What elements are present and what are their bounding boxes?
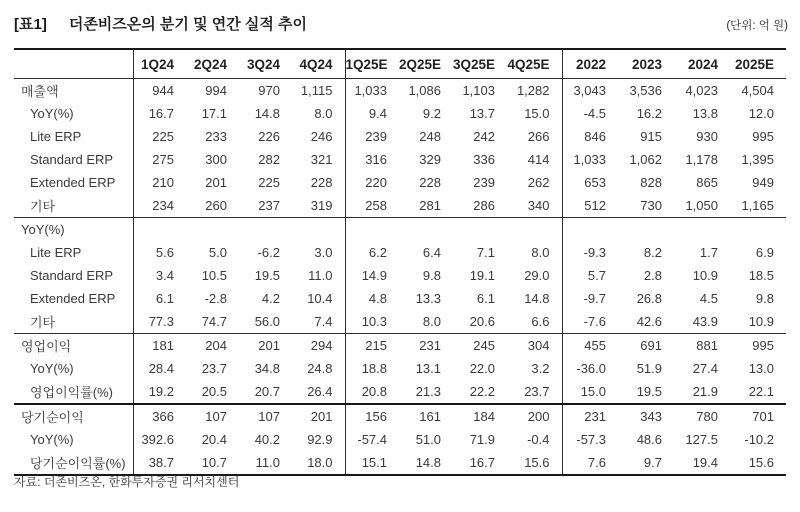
data-cell xyxy=(507,218,562,242)
data-cell xyxy=(345,218,399,242)
data-cell: 11.0 xyxy=(255,455,280,470)
data-cell: 233 xyxy=(205,129,227,144)
data-cell: 321 xyxy=(310,152,333,167)
data-cell: 14.8 xyxy=(415,455,441,470)
data-cell: 13.7 xyxy=(469,106,495,121)
data-cell: 319 xyxy=(310,198,333,213)
column-header: 3Q24 xyxy=(246,56,280,72)
column-header: 4Q24 xyxy=(299,56,333,72)
data-cell: 13.1 xyxy=(415,361,441,376)
data-cell: 304 xyxy=(527,338,550,353)
data-cell: 9.2 xyxy=(422,106,441,121)
data-cell: -0.4 xyxy=(527,432,550,447)
data-cell: -9.3 xyxy=(562,241,618,264)
data-cell xyxy=(133,218,186,242)
table-row xyxy=(14,357,786,380)
data-cell: 414 xyxy=(527,152,550,167)
data-cell: 1,033 xyxy=(562,148,618,171)
data-cell: 366 xyxy=(133,404,186,428)
data-cell: 225 xyxy=(258,175,280,190)
data-cell: 215 xyxy=(345,334,399,358)
data-cell: 10.3 xyxy=(345,310,399,334)
data-cell: 43.9 xyxy=(692,314,718,329)
data-cell: 4,023 xyxy=(685,83,718,98)
row-label: YoY(%) xyxy=(30,106,74,121)
data-cell: 28.4 xyxy=(133,357,186,380)
table-row xyxy=(14,125,786,148)
data-cell: 19.1 xyxy=(469,268,495,283)
data-cell: 184 xyxy=(473,409,495,424)
data-cell: 262 xyxy=(527,175,550,190)
data-cell: 19.5 xyxy=(254,268,280,283)
data-cell: 16.7 xyxy=(469,455,495,470)
data-cell: 21.3 xyxy=(415,384,441,399)
data-cell: 228 xyxy=(310,175,333,190)
unit-label: (단위: 억 원) xyxy=(726,20,788,32)
data-cell: 51.0 xyxy=(415,432,441,447)
data-cell: 970 xyxy=(258,83,280,98)
row-label: Extended ERP xyxy=(30,291,116,306)
data-cell: 260 xyxy=(205,198,227,213)
data-cell: 38.7 xyxy=(133,451,186,475)
row-label: 당기순이익 xyxy=(21,410,84,425)
data-cell: 653 xyxy=(562,171,618,194)
data-cell: 19.5 xyxy=(636,384,662,399)
data-cell: 15.1 xyxy=(345,451,399,475)
data-cell: 258 xyxy=(345,194,399,218)
data-cell: 3,536 xyxy=(629,83,662,98)
row-label: YoY(%) xyxy=(30,432,74,447)
data-cell: 14.9 xyxy=(345,264,399,287)
data-cell: 949 xyxy=(752,175,774,190)
column-header: 2023 xyxy=(631,56,662,72)
data-cell: 865 xyxy=(696,175,718,190)
data-cell: 6.6 xyxy=(531,314,550,329)
table-body xyxy=(14,79,786,476)
data-cell: 239 xyxy=(473,175,495,190)
data-cell: 13.0 xyxy=(748,361,774,376)
data-cell: 455 xyxy=(562,334,618,358)
data-cell: 1,165 xyxy=(741,198,774,213)
data-cell: 286 xyxy=(473,198,495,213)
data-cell xyxy=(618,218,674,242)
data-cell: 26.8 xyxy=(636,291,662,306)
financial-table xyxy=(14,48,786,476)
data-cell: 181 xyxy=(133,334,186,358)
data-cell: 20.5 xyxy=(201,384,227,399)
table-row xyxy=(14,428,786,451)
data-cell: 10.4 xyxy=(307,291,333,306)
data-cell: 512 xyxy=(562,194,618,218)
data-cell xyxy=(730,218,786,242)
data-cell: 1.7 xyxy=(699,245,718,260)
data-cell: 15.0 xyxy=(524,106,550,121)
table-row xyxy=(14,310,786,334)
data-cell: 9.8 xyxy=(422,268,441,283)
data-cell: 14.8 xyxy=(524,291,550,306)
data-cell: 294 xyxy=(310,338,333,353)
data-cell: 220 xyxy=(345,171,399,194)
column-header: 2Q24 xyxy=(193,56,227,72)
data-cell: 15.6 xyxy=(524,455,550,470)
row-label: YoY(%) xyxy=(30,361,74,376)
row-label: Extended ERP xyxy=(30,175,116,190)
data-cell: 18.8 xyxy=(345,357,399,380)
data-cell: 246 xyxy=(310,129,333,144)
table-row xyxy=(14,380,786,404)
data-cell: -6.2 xyxy=(257,245,280,260)
data-cell: 6.1 xyxy=(133,287,186,310)
data-cell xyxy=(674,218,730,242)
data-cell: 226 xyxy=(258,129,280,144)
data-cell: 204 xyxy=(205,338,227,353)
data-cell: 701 xyxy=(752,409,774,424)
data-cell: 282 xyxy=(258,152,280,167)
data-cell: 5.0 xyxy=(208,245,227,260)
row-label: Standard ERP xyxy=(30,152,114,167)
data-cell: 1,103 xyxy=(462,83,495,98)
data-cell: 29.0 xyxy=(524,268,550,283)
data-cell: 22.0 xyxy=(469,361,495,376)
data-cell: 23.7 xyxy=(524,384,550,399)
data-cell: 127.5 xyxy=(685,432,718,447)
data-cell: 19.2 xyxy=(133,380,186,404)
table-header xyxy=(14,49,786,79)
data-cell: 9.4 xyxy=(345,102,399,125)
data-cell: 828 xyxy=(640,175,662,190)
data-cell: 225 xyxy=(133,125,186,148)
data-cell: 1,086 xyxy=(408,83,441,98)
data-cell: 995 xyxy=(752,129,774,144)
data-cell: 5.6 xyxy=(133,241,186,264)
data-cell: 18.0 xyxy=(307,455,333,470)
data-cell: 343 xyxy=(640,409,662,424)
data-cell: 340 xyxy=(527,198,550,213)
data-cell: 201 xyxy=(310,409,333,424)
data-cell: 1,395 xyxy=(741,152,774,167)
data-cell: 20.8 xyxy=(345,380,399,404)
column-header: 2025E xyxy=(734,56,774,72)
data-cell: -10.2 xyxy=(744,432,774,447)
data-cell: 10.5 xyxy=(201,268,227,283)
data-cell: 12.0 xyxy=(748,106,774,121)
table-row xyxy=(14,194,786,218)
page-title xyxy=(14,13,307,34)
column-header: 2Q25E xyxy=(399,56,442,72)
data-cell: 42.6 xyxy=(636,314,662,329)
data-cell: 3,043 xyxy=(562,79,618,103)
data-cell: 56.0 xyxy=(254,314,280,329)
data-cell: 51.9 xyxy=(636,361,662,376)
data-cell: 316 xyxy=(345,148,399,171)
data-cell: 15.0 xyxy=(562,380,618,404)
data-cell: 23.7 xyxy=(201,361,227,376)
table-row xyxy=(14,79,786,103)
data-cell: 6.9 xyxy=(755,245,774,260)
data-cell: 7.4 xyxy=(314,314,333,329)
data-cell: -36.0 xyxy=(562,357,618,380)
data-cell: 4.8 xyxy=(345,287,399,310)
data-cell: 10.9 xyxy=(748,314,774,329)
data-cell: 281 xyxy=(419,198,441,213)
data-cell xyxy=(453,218,507,242)
data-cell: 13.8 xyxy=(692,106,718,121)
data-cell: 11.0 xyxy=(308,268,333,283)
data-cell: 107 xyxy=(258,409,280,424)
column-header: 2022 xyxy=(562,49,618,79)
data-cell: 14.8 xyxy=(254,106,280,121)
data-cell: 266 xyxy=(527,129,550,144)
data-cell: 8.0 xyxy=(314,106,333,121)
row-label: Lite ERP xyxy=(30,245,82,260)
data-cell: 5.7 xyxy=(562,264,618,287)
row-label: 기타 xyxy=(30,315,56,330)
column-header: 4Q25E xyxy=(507,56,550,72)
data-cell: 1,178 xyxy=(685,152,718,167)
data-cell: 239 xyxy=(345,125,399,148)
row-label: 영업이익률(%) xyxy=(30,385,114,400)
data-cell: 231 xyxy=(419,338,441,353)
data-cell: 10.7 xyxy=(201,455,227,470)
data-cell: 16.7 xyxy=(133,102,186,125)
data-cell: 16.2 xyxy=(636,106,662,121)
data-cell: 17.1 xyxy=(201,106,227,121)
data-cell: -57.3 xyxy=(562,428,618,451)
data-cell: 7.1 xyxy=(476,245,495,260)
data-cell: -7.6 xyxy=(562,310,618,334)
data-cell: 3.4 xyxy=(133,264,186,287)
data-cell: -9.7 xyxy=(562,287,618,310)
data-cell: 8.2 xyxy=(643,245,662,260)
data-cell: 336 xyxy=(473,152,495,167)
data-cell: 3.2 xyxy=(531,361,550,376)
data-cell: 930 xyxy=(696,129,718,144)
data-cell: 1,033 xyxy=(345,79,399,103)
row-label: YoY(%) xyxy=(21,222,65,237)
data-cell: 300 xyxy=(205,152,227,167)
data-cell xyxy=(562,218,618,242)
data-cell: 210 xyxy=(133,171,186,194)
data-cell: 995 xyxy=(752,338,774,353)
table-row xyxy=(14,102,786,125)
table-row xyxy=(14,334,786,358)
data-cell: 234 xyxy=(133,194,186,218)
data-cell: 4.2 xyxy=(261,291,280,306)
data-cell: 156 xyxy=(345,404,399,428)
data-cell: 20.4 xyxy=(201,432,227,447)
data-cell: 40.2 xyxy=(254,432,280,447)
data-cell: 107 xyxy=(205,409,227,424)
data-cell: 24.8 xyxy=(307,361,333,376)
data-cell: 846 xyxy=(562,125,618,148)
data-cell: 201 xyxy=(205,175,227,190)
data-cell: 77.3 xyxy=(133,310,186,334)
table-row xyxy=(14,218,786,242)
data-cell: 248 xyxy=(419,129,441,144)
data-cell: 34.8 xyxy=(254,361,280,376)
data-cell: 22.1 xyxy=(748,384,774,399)
data-cell: 19.4 xyxy=(692,455,718,470)
data-cell: 1,115 xyxy=(300,83,333,98)
data-cell: 20.7 xyxy=(254,384,280,399)
data-cell: 730 xyxy=(640,198,662,213)
data-cell: 26.4 xyxy=(307,384,333,399)
row-label: 기타 xyxy=(30,199,56,214)
column-header: 2024 xyxy=(687,56,718,72)
row-label: Standard ERP xyxy=(30,268,114,283)
data-cell: 8.0 xyxy=(531,245,550,260)
data-cell: 10.9 xyxy=(692,268,718,283)
data-cell: 1,282 xyxy=(516,83,550,98)
column-header: 1Q24 xyxy=(133,49,186,79)
data-cell: 242 xyxy=(473,129,495,144)
data-cell: 1,062 xyxy=(629,152,662,167)
data-cell: 9.8 xyxy=(755,291,774,306)
table-title-text: 더존비즈온의 분기 및 연간 실적 추이 xyxy=(68,16,308,33)
data-cell: 392.6 xyxy=(133,428,186,451)
data-cell: 329 xyxy=(419,152,441,167)
data-cell xyxy=(186,218,239,242)
data-cell: 20.6 xyxy=(469,314,495,329)
row-label: 매출액 xyxy=(21,84,59,99)
column-header: 1Q25E xyxy=(345,49,399,79)
corner-cell xyxy=(14,49,133,79)
data-cell: 4,504 xyxy=(741,83,774,98)
data-cell xyxy=(239,218,292,242)
data-cell: 161 xyxy=(419,409,441,424)
row-label: 당기순이익률(%) xyxy=(30,456,126,471)
data-cell: 2.8 xyxy=(643,268,662,283)
table-row xyxy=(14,171,786,194)
data-cell: 275 xyxy=(133,148,186,171)
data-cell: 994 xyxy=(205,83,227,98)
source-note: 자료: 더존비즈온, 한화투자증권 리서치센터 xyxy=(14,475,240,489)
data-cell xyxy=(292,218,345,242)
table-number-tag: [표1] xyxy=(14,16,47,33)
data-cell: 881 xyxy=(696,338,718,353)
data-cell: 6.1 xyxy=(476,291,495,306)
data-cell: 915 xyxy=(640,129,662,144)
data-cell: 15.6 xyxy=(748,455,774,470)
row-label: 영업이익 xyxy=(21,339,72,354)
data-cell: 6.2 xyxy=(345,241,399,264)
data-cell: 18.5 xyxy=(748,268,774,283)
data-cell: 92.9 xyxy=(307,432,333,447)
data-cell: -2.8 xyxy=(204,291,227,306)
table-row xyxy=(14,241,786,264)
data-cell: 6.4 xyxy=(422,245,441,260)
data-cell: -57.4 xyxy=(345,428,399,451)
data-cell: 71.9 xyxy=(469,432,495,447)
header-row xyxy=(14,49,786,79)
data-cell: 231 xyxy=(562,404,618,428)
table-row xyxy=(14,451,786,475)
table-row xyxy=(14,287,786,310)
data-cell: 9.7 xyxy=(643,455,662,470)
data-cell: 4.5 xyxy=(699,291,718,306)
table-row xyxy=(14,148,786,171)
row-label: Lite ERP xyxy=(30,129,82,144)
data-cell: 200 xyxy=(527,409,550,424)
data-cell: 13.3 xyxy=(415,291,441,306)
table-row xyxy=(14,404,786,428)
data-cell xyxy=(399,218,453,242)
data-cell: -4.5 xyxy=(562,102,618,125)
data-cell: 7.6 xyxy=(562,451,618,475)
data-cell: 22.2 xyxy=(469,384,495,399)
data-cell: 1,050 xyxy=(685,198,718,213)
data-cell: 237 xyxy=(258,198,280,213)
data-cell: 48.6 xyxy=(636,432,662,447)
data-cell: 3.0 xyxy=(314,245,333,260)
data-cell: 21.9 xyxy=(692,384,718,399)
data-cell: 201 xyxy=(258,338,280,353)
data-cell: 691 xyxy=(640,338,662,353)
data-cell: 245 xyxy=(473,338,495,353)
table-row xyxy=(14,264,786,287)
data-cell: 228 xyxy=(419,175,441,190)
data-cell: 780 xyxy=(696,409,718,424)
data-cell: 74.7 xyxy=(201,314,227,329)
data-cell: 944 xyxy=(133,79,186,103)
data-cell: 8.0 xyxy=(422,314,441,329)
column-header: 3Q25E xyxy=(453,56,496,72)
data-cell: 27.4 xyxy=(692,361,718,376)
